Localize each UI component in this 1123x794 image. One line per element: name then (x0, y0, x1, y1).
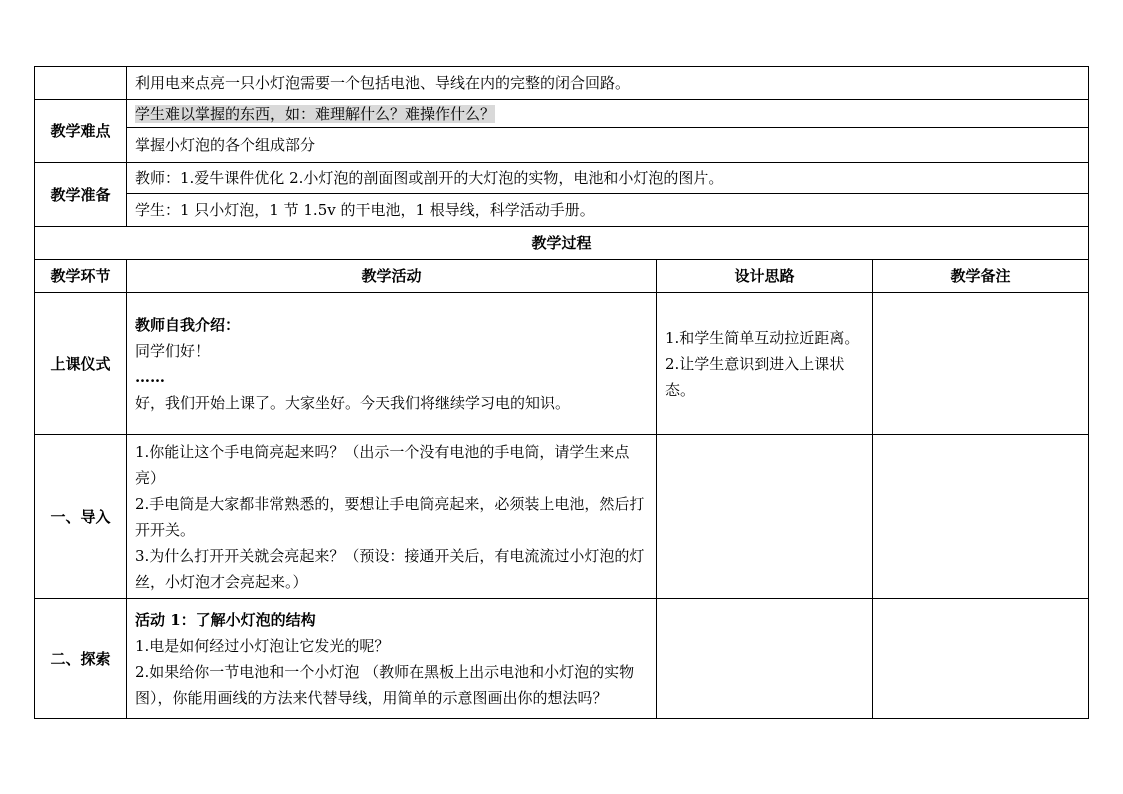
design-line: 1.和学生简单互动拉近距离。 (665, 328, 860, 347)
table-row (35, 599, 1089, 719)
stage-cell: 一、导入 (35, 435, 127, 599)
objective-row (35, 67, 1089, 100)
activity-cell (127, 293, 657, 435)
activity-cell (127, 435, 657, 599)
difficulty-hint: 学生难以掌握的东西，如：难理解什么？难操作什么？ (135, 104, 496, 123)
preparation-student: 学生：1 只小灯泡，1 节 1.5v 的干电池，1 根导线，科学活动手册。 (127, 194, 1089, 227)
activity-line: …… (135, 367, 165, 386)
activity-line: 同学们好！ (135, 341, 211, 360)
difficulty-content-row (35, 128, 1089, 163)
design-cell (657, 435, 873, 599)
activity-line: 3.为什么打开开关就会亮起来？（预设：接通开关后，有电流流过小灯泡的灯丝，小灯泡才会亮起来。） (135, 546, 645, 591)
difficulty-row (35, 100, 1089, 128)
activity-heading: 活动 1：了解小灯泡的结构 (135, 610, 316, 629)
activity-line: 1.你能让这个手电筒亮起来吗？（出示一个没有电池的手电筒，请学生来点亮） (135, 442, 630, 487)
activity-line: 1.电是如何经过小灯泡让它发光的呢？ (135, 636, 390, 655)
notes-cell (873, 435, 1089, 599)
process-title-row (35, 227, 1089, 260)
header-notes: 教学备注 (873, 260, 1089, 293)
design-cell (657, 599, 873, 719)
table-row (35, 435, 1089, 599)
stage-cell: 二、探索 (35, 599, 127, 719)
activity-line: 2.如果给你一节电池和一个小灯泡 （教师在黑板上出示电池和小灯泡的实物图），你能用画线的方法来代替导线，用简单的示意图画出你的想法吗？ (135, 662, 635, 707)
preparation-label: 教学准备 (35, 163, 127, 227)
process-title: 教学过程 (35, 227, 1089, 260)
activity-cell (127, 599, 657, 719)
preparation-teacher: 教师：1.爱牛课件优化 2.小灯泡的剖面图或剖开的大灯泡的实物，电池和小灯泡的图片。 (127, 163, 1089, 194)
design-line: 2.让学生意识到进入上课状态。 (665, 354, 845, 399)
objective-text: 利用电来点亮一只小灯泡需要一个包括电池、导线在内的完整的闭合回路。 (127, 67, 1089, 100)
header-activity: 教学活动 (127, 260, 657, 293)
difficulty-hint-cell (127, 100, 1089, 128)
activity-line: 好，我们开始上课了。大家坐好。今天我们将继续学习电的知识。 (135, 393, 571, 412)
table-row (35, 293, 1089, 435)
objective-label-cell (35, 67, 127, 100)
header-stage: 教学环节 (35, 260, 127, 293)
activity-heading: 教师自我介绍： (135, 315, 241, 334)
difficulty-label: 教学难点 (35, 100, 127, 163)
notes-cell (873, 599, 1089, 719)
preparation-row (35, 163, 1089, 194)
difficulty-content: 掌握小灯泡的各个组成部分 (127, 128, 1089, 163)
design-cell (657, 293, 873, 435)
lesson-plan-table (34, 66, 1089, 719)
notes-cell (873, 293, 1089, 435)
header-design: 设计思路 (657, 260, 873, 293)
preparation-student-row (35, 194, 1089, 227)
activity-line: 2.手电筒是大家都非常熟悉的，要想让手电筒亮起来，必须装上电池，然后打开开关。 (135, 494, 645, 539)
stage-cell: 上课仪式 (35, 293, 127, 435)
header-row (35, 260, 1089, 293)
